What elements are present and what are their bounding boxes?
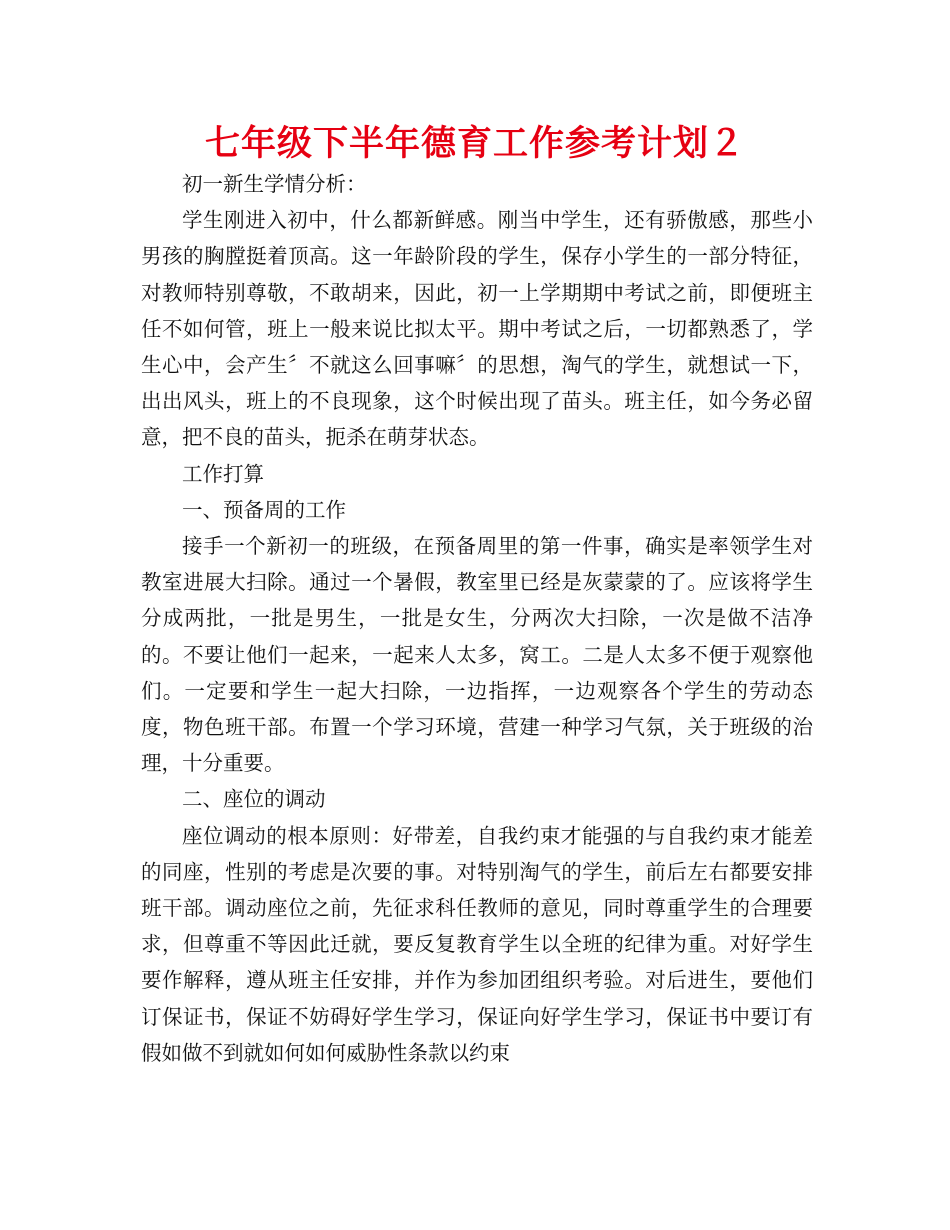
paragraph-seating: 座位调动的根本原则：好带差，自我约束才能强的与自我约束才能差的同座，性别的考虑是次要的事。对特别淘气的学生，前后左右都要安排班干部。调动座位之前，先征求科任教师的意见，同时尊重学生的合理要求，但尊重不等因此迁就，要反复教育学生以全班的纪律为重。对好学生要作解释，遵从班主任安排，并作为参加团组织考验。对后进生，要他们订保证书，保证不妨碍好学生学习，保证向好学生学习，保证书中要订有假如做不到就如何如何威胁性条款以约束 <box>141 823 813 1065</box>
section-heading-seating: 二、座位的调动 <box>182 787 326 812</box>
document-body <box>141 166 813 1071</box>
section-heading-plan: 工作打算 <box>182 461 264 486</box>
section-heading-prep-week: 一、预备周的工作 <box>182 497 346 522</box>
document-title: 七年级下半年德育工作参考计划２ <box>204 124 745 164</box>
paragraph-prep-week: 接手一个新初一的班级，在预备周里的第一件事，确实是率领学生对教室进展大扫除。通过一个暑假，教室里已经是灰蒙蒙的了。应该将学生分成两批，一批是男生，一批是女生，分两次大扫除，一次是做不洁净的。不要让他们一起来，一起来人太多，窝工。二是人太多不便于观察他们。一定要和学生一起大扫除，一边指挥，一边观察各个学生的劳动态度，物色班干部。布置一个学习环境，营建一种学习气氛，关于班级的治理，十分重要。 <box>141 534 813 776</box>
paragraph-analysis: 学生刚进入初中，什么都新鲜感。刚当中学生，还有骄傲感，那些小男孩的胸膛挺着顶高。这一年龄阶段的学生，保存小学生的一部分特征，对教师特别尊敬，不敢胡来，因此，初一上学期期中考试之前，即便班主任不如何管，班上一般来说比拟太平。期中考试之后，一切都熟悉了，学生心中，会产生〞不就这么回事嘛〞的思想，淘气的学生，就想试一下，出出风头，班上的不良现象，这个时候出现了苗头。班主任，如今务必留意，把不良的苗头，扼杀在萌芽状态。 <box>141 208 813 450</box>
section-heading-analysis: 初一新生学情分析： <box>182 172 367 196</box>
